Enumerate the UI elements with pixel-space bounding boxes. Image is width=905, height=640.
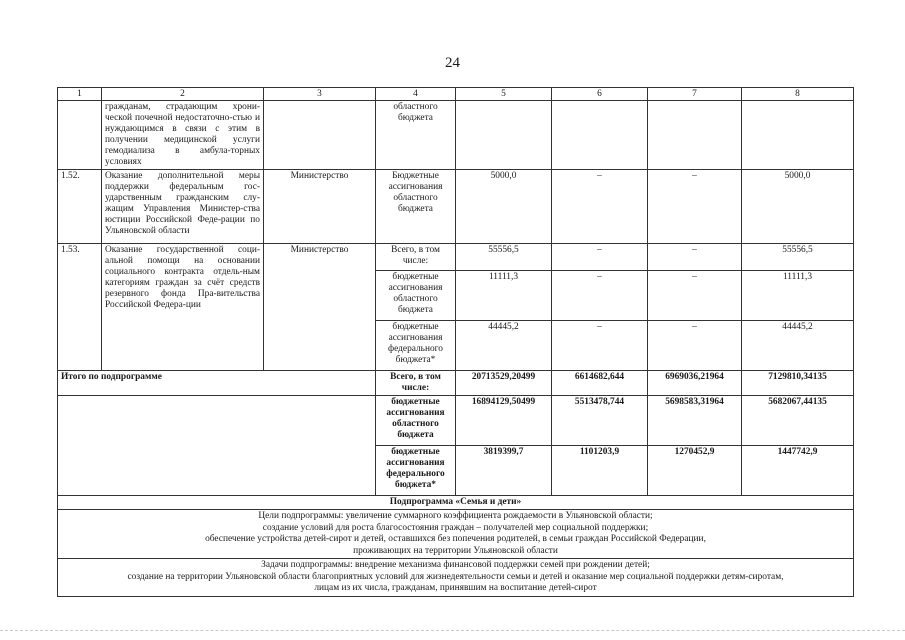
value-cell: 44445,2: [456, 321, 552, 371]
value-cell: –: [552, 321, 648, 371]
value-cell: 7129810,34135: [742, 371, 854, 396]
total-row: [58, 371, 854, 396]
executor: [264, 101, 376, 170]
total-label: Итого по подпрограмме: [58, 371, 376, 396]
value-cell: 5513478,744: [552, 396, 648, 446]
value-cell: [648, 101, 742, 170]
funding-source: Бюджетные ассигнования областного бюджета: [376, 170, 456, 244]
value-cell: 1270452,9: [648, 446, 742, 496]
page-number: 24: [445, 55, 460, 71]
goals-row: [58, 510, 854, 559]
value-cell: –: [552, 244, 648, 271]
column-header: 4: [376, 88, 456, 101]
column-header: 8: [742, 88, 854, 101]
funding-source: бюджетные ассигнования федерального бюджета*: [376, 446, 456, 496]
value-cell: 5698583,31964: [648, 396, 742, 446]
column-header: 1: [58, 88, 102, 101]
value-cell: 1101203,9: [552, 446, 648, 496]
executor: Министерство: [264, 170, 376, 244]
funding-source: бюджетные ассигнования областного бюджета: [376, 396, 456, 446]
table-row: [58, 170, 854, 244]
value-cell: 1447742,9: [742, 446, 854, 496]
goals-line: проживающих на территории Ульяновской области: [353, 545, 558, 556]
column-header: 5: [456, 88, 552, 101]
tasks-line: лицам из их числа, гражданам, принявшим на воспитание детей-сирот: [314, 583, 597, 593]
tasks-line: Задачи подпрограммы: внедрение механизма финансовой поддержки семей при рождении детей;: [261, 560, 650, 570]
funding-source: областного бюджета: [376, 101, 456, 170]
value-cell: –: [648, 271, 742, 321]
row-number: 1.52.: [58, 170, 102, 244]
value-cell: 16894129,50499: [456, 396, 552, 446]
table-row: [58, 101, 854, 170]
measure-description: гражданам, страдающим хрони-ческой почечной недостаточно-стью и нуждающимся в связи с этим в получении медицинской услуги гемодиализа в амбула-торных условиях: [102, 101, 264, 170]
tasks-row: [58, 559, 854, 597]
value-cell: 55556,5: [456, 244, 552, 271]
value-cell: 3819399,7: [456, 446, 552, 496]
value-cell: –: [552, 170, 648, 244]
value-cell: 44445,2: [742, 321, 854, 371]
value-cell: 20713529,20499: [456, 371, 552, 396]
empty-cell: [58, 396, 376, 496]
budget-table: [57, 87, 854, 597]
value-cell: 11111,3: [456, 271, 552, 321]
tasks-cell: [58, 559, 854, 597]
value-cell: 5682067,44135: [742, 396, 854, 446]
value-cell: 5000,0: [742, 170, 854, 244]
value-cell: –: [648, 244, 742, 271]
total-row: [58, 396, 854, 446]
goals-cell: [58, 510, 854, 559]
value-cell: –: [648, 170, 742, 244]
value-cell: [742, 101, 854, 170]
value-cell: 6614682,644: [552, 371, 648, 396]
column-header: 3: [264, 88, 376, 101]
column-number-header: [58, 88, 854, 101]
goals-line: создание условий для роста благосостояния граждан – получателей мер социальной поддержки;: [262, 522, 649, 533]
table-row: [58, 244, 854, 271]
column-header: 2: [102, 88, 264, 101]
column-header: 6: [552, 88, 648, 101]
measure-description: Оказание государственной соци-альной помощи на основании социального контракта отдель-ным категориям граждан за счёт средств резервного фонда Пра-вительства Российской Федера-ции: [102, 244, 264, 371]
goals-line: Цели подпрограммы: увеличение суммарного коэффициента рождаемости в Ульяновской области;: [258, 511, 653, 521]
value-cell: –: [552, 271, 648, 321]
value-cell: 55556,5: [742, 244, 854, 271]
funding-source: бюджетные ассигнования областного бюджета: [376, 271, 456, 321]
value-cell: 6969036,21964: [648, 371, 742, 396]
scan-artifact-line: [0, 630, 905, 632]
funding-source: бюджетные ассигнования федерального бюджета*: [376, 321, 456, 371]
goals-line: обеспечение устройства детей-сирот и детей, оставшихся без попечения родителей, в семьи граждан Российской Федерации,: [205, 534, 706, 544]
executor: Министерство: [264, 244, 376, 371]
subprogram-title: Подпрограмма «Семья и дети»: [58, 496, 854, 510]
value-cell: [456, 101, 552, 170]
value-cell: [552, 101, 648, 170]
column-header: 7: [648, 88, 742, 101]
row-number: [58, 101, 102, 170]
value-cell: 5000,0: [456, 170, 552, 244]
funding-source: Всего, в том числе:: [376, 371, 456, 396]
funding-source: Всего, в том числе:: [376, 244, 456, 271]
row-number: 1.53.: [58, 244, 102, 371]
subprogram-title-row: [58, 496, 854, 510]
value-cell: –: [648, 321, 742, 371]
value-cell: 11111,3: [742, 271, 854, 321]
tasks-line: создание на территории Ульяновской области благоприятных условий для жизнедеятельности семьи и детей и оказание мер социальной поддержки детям-сиротам,: [127, 571, 784, 582]
measure-description: Оказание дополнительной меры поддержки федеральным гос-ударственным гражданским слу-жащим Управления Министер-ства юстиции Российской Феде-рации по Ульяновской области: [102, 170, 264, 244]
